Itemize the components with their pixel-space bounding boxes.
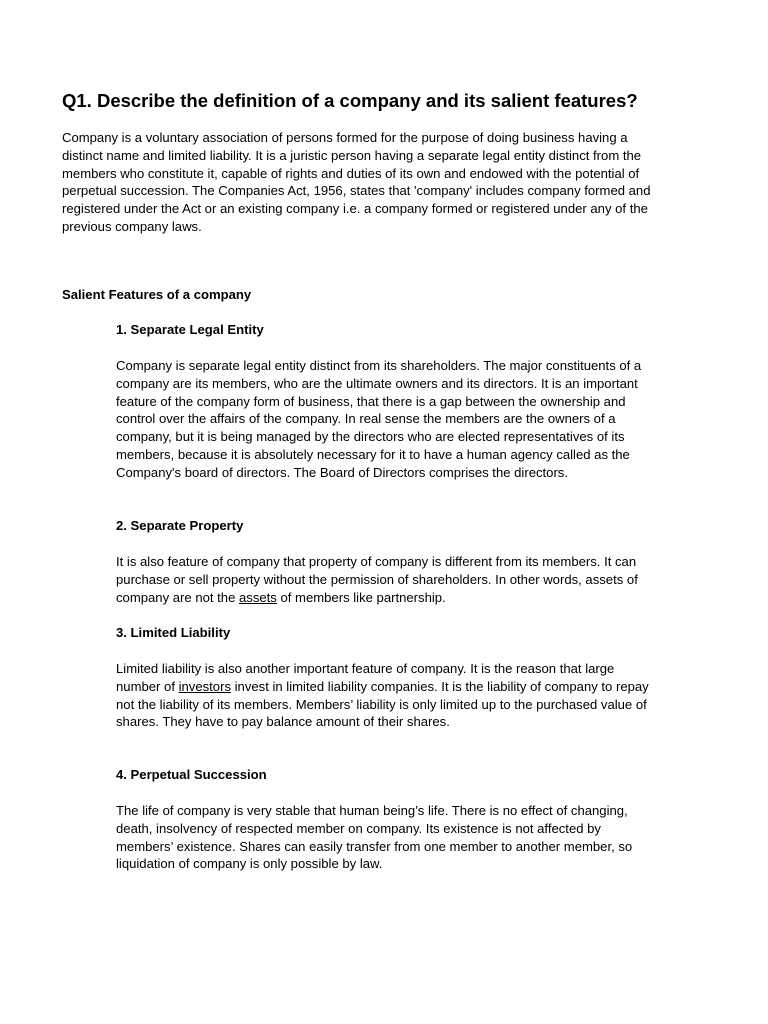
section-heading-limited-liability: 3. Limited Liability xyxy=(116,625,231,640)
section-heading-separate-property: 2. Separate Property xyxy=(116,518,244,533)
investors-link[interactable]: investors xyxy=(178,678,231,694)
section-body-separate-property xyxy=(116,553,656,606)
section-heading-perpetual-succession: 4. Perpetual Succession xyxy=(116,767,267,782)
body-text-segment: invest in limited liability companies. It is the liability of company to repay not the liability of its members. Members’ liability is only limited up to the purchased value of shares. They have to pay balance amount of their shares. xyxy=(116,678,649,730)
section-body-perpetual-succession: The life of company is very stable that human being’s life. There is no effect of changing, death, insolvency of respected member on company. Its existence is not affected by members’ existence. Shares can easily transfer from one member to another member, so liquidation of company is only possible by law. xyxy=(116,803,633,872)
page-title: Q1. Describe the definition of a company and its salient features? xyxy=(62,90,638,111)
section-body-limited-liability xyxy=(116,660,656,731)
salient-features-heading: Salient Features of a company xyxy=(62,287,252,302)
assets-link[interactable]: assets xyxy=(239,589,277,605)
intro-paragraph: Company is a voluntary association of persons formed for the purpose of doing business having a distinct name and limited liability. It is a juristic person having a separate legal entity distinct from the members who constitute it, capable of rights and duties of its own and endowed with the potential of perpetual succession. The Companies Act, 1956, states that 'company' includes company formed and registered under the Act or an existing company i.e. a company formed or registered under any of the previous company laws. xyxy=(62,130,651,234)
section-body-separate-legal-entity: Company is separate legal entity distinct from its shareholders. The major constituents of a company are its members, who are the ultimate owners and its directors. It is an important feature of the company form of business, that there is a gap between the ownership and control over the affairs of the company. In real sense the members are the owners of a company, but it is being managed by the directors who are elected representatives of its members, because it is absolutely necessary for it to have a human agency called as the Company's board of directors. The Board of Directors comprises the directors. xyxy=(116,358,642,480)
section-heading-separate-legal-entity: 1. Separate Legal Entity xyxy=(116,322,264,337)
body-text-segment: Limited liability is also another important feature of company. It is the reason that large number of xyxy=(116,661,615,694)
body-text-segment: It is also feature of company that property of company is different from its members. It can purchase or sell property without the permission of shareholders. In other words, assets of company are not the xyxy=(116,554,638,605)
body-text-segment: of members like partnership. xyxy=(276,589,446,605)
